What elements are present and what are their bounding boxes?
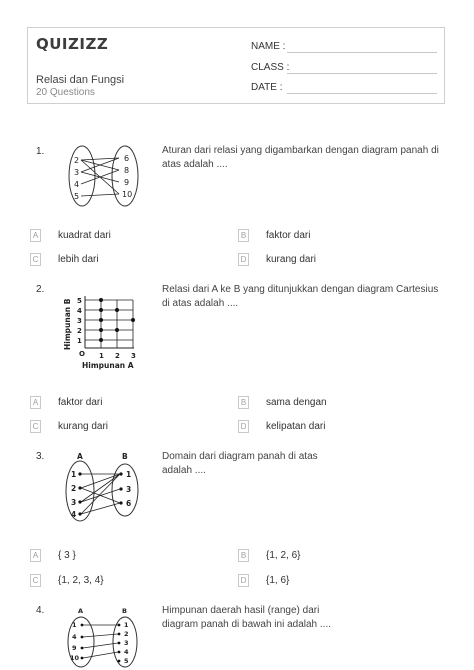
option-text[interactable]: sama dengan bbox=[266, 397, 327, 408]
question-count: 20 Questions bbox=[36, 87, 95, 98]
option-letter[interactable]: C bbox=[30, 574, 41, 587]
y-tick-label: 5 bbox=[77, 297, 82, 305]
option-letter[interactable]: C bbox=[30, 253, 41, 266]
date-field[interactable] bbox=[287, 93, 437, 94]
domain-label: 2 bbox=[74, 156, 80, 165]
option-text[interactable]: { 3 } bbox=[58, 550, 76, 561]
y-tick-label: 1 bbox=[77, 337, 82, 345]
set-b-title: B bbox=[122, 452, 128, 461]
plot-point bbox=[115, 328, 119, 332]
domain-label: 4 bbox=[72, 633, 77, 641]
set-a-title: A bbox=[78, 607, 84, 615]
name-label: NAME : bbox=[251, 41, 286, 52]
x-axis-label: Himpunan A bbox=[82, 361, 134, 370]
option-text[interactable]: faktor dari bbox=[58, 397, 103, 408]
plot-point bbox=[99, 308, 103, 312]
option-text[interactable]: {1, 2, 6} bbox=[266, 550, 301, 561]
domain-label: 4 bbox=[71, 510, 77, 519]
option-letter[interactable]: C bbox=[30, 420, 41, 433]
option-text[interactable]: {1, 2, 3, 4} bbox=[58, 575, 104, 586]
option-letter[interactable]: B bbox=[238, 229, 249, 242]
option-letter[interactable]: B bbox=[238, 396, 249, 409]
option-letter[interactable]: A bbox=[30, 549, 41, 562]
domain-label: 5 bbox=[74, 192, 80, 201]
option-letter[interactable]: D bbox=[238, 253, 249, 266]
plot-point bbox=[99, 298, 103, 302]
date-label: DATE : bbox=[251, 82, 283, 93]
domain-label: 2 bbox=[71, 484, 77, 493]
question-text: Himpunan daerah hasil (range) dari diagram panah di bawah ini adalah .... bbox=[162, 605, 332, 630]
option-letter[interactable]: D bbox=[238, 574, 249, 587]
question-text: Domain dari diagram panah di atas adalah .... bbox=[162, 451, 318, 476]
option-text[interactable]: lebih dari bbox=[58, 254, 99, 265]
domain-label: 1 bbox=[72, 621, 77, 629]
arrow-line bbox=[83, 652, 118, 658]
y-tick-label: 4 bbox=[77, 307, 82, 315]
option-text[interactable]: {1, 6} bbox=[266, 575, 290, 586]
option-text[interactable]: kurang dari bbox=[266, 254, 317, 265]
origin-label: O bbox=[79, 350, 85, 358]
plot-point bbox=[99, 338, 103, 342]
quizizz-logo: QUIZIZZ bbox=[36, 35, 109, 53]
codomain-label: 8 bbox=[124, 166, 130, 175]
codomain-label: 6 bbox=[126, 499, 132, 508]
y-tick-label: 2 bbox=[77, 327, 82, 335]
codomain-label: 6 bbox=[124, 154, 130, 163]
x-tick-label: 3 bbox=[131, 352, 136, 360]
codomain-label: 3 bbox=[126, 485, 132, 494]
domain-label: 1 bbox=[71, 470, 77, 479]
codomain-label: 1 bbox=[124, 621, 129, 629]
arrow-line bbox=[81, 474, 120, 514]
question-text: Relasi dari A ke B yang ditunjukkan dengan diagram Cartesius di atas adalah .... bbox=[162, 284, 439, 309]
option-letter[interactable]: B bbox=[238, 549, 249, 562]
arrow-line bbox=[81, 474, 120, 488]
codomain-label: 2 bbox=[124, 630, 129, 638]
codomain-label: 10 bbox=[122, 190, 133, 199]
question-number: 1. bbox=[36, 146, 45, 157]
option-text[interactable]: kuadrat dari bbox=[58, 230, 111, 241]
codomain-label: 1 bbox=[126, 470, 132, 479]
class-label: CLASS : bbox=[251, 62, 290, 73]
option-letter[interactable]: D bbox=[238, 420, 249, 433]
arrow-diagram-q4 bbox=[62, 604, 152, 668]
set-a-title: A bbox=[77, 452, 83, 461]
plot-point bbox=[115, 308, 119, 312]
option-text[interactable]: kurang dari bbox=[58, 421, 109, 432]
class-field[interactable] bbox=[287, 73, 437, 74]
set-b-title: B bbox=[122, 607, 127, 615]
y-tick-label: 3 bbox=[77, 317, 82, 325]
plot-point bbox=[99, 328, 103, 332]
arrow-line bbox=[81, 170, 119, 184]
plot-point bbox=[131, 318, 135, 322]
codomain-label: 9 bbox=[124, 178, 130, 187]
arrow-line bbox=[81, 194, 119, 196]
y-axis-label: Himpunan B bbox=[63, 298, 72, 350]
domain-label: 3 bbox=[74, 168, 80, 177]
option-letter[interactable]: A bbox=[30, 396, 41, 409]
codomain-label: 3 bbox=[124, 639, 129, 647]
option-letter[interactable]: A bbox=[30, 229, 41, 242]
domain-label: 4 bbox=[74, 180, 80, 189]
arrow-line bbox=[81, 474, 120, 502]
name-field[interactable] bbox=[287, 52, 437, 53]
arrow-diagram-q3 bbox=[60, 450, 152, 525]
plot-point bbox=[99, 318, 103, 322]
arrow-line bbox=[83, 634, 118, 637]
arrow-line bbox=[81, 489, 120, 502]
question-number: 2. bbox=[36, 284, 45, 295]
domain-label: 3 bbox=[71, 498, 77, 507]
question-number: 3. bbox=[36, 451, 45, 462]
option-text[interactable]: faktor dari bbox=[266, 230, 311, 241]
option-text[interactable]: kelipatan dari bbox=[266, 421, 326, 432]
domain-label: 10 bbox=[70, 654, 80, 662]
x-tick-label: 1 bbox=[99, 352, 104, 360]
domain-label: 9 bbox=[72, 644, 77, 652]
question-text: Aturan dari relasi yang digambarkan dengan diagram panah di atas adalah .... bbox=[162, 145, 439, 170]
x-tick-label: 2 bbox=[115, 352, 120, 360]
codomain-label: 5 bbox=[124, 657, 129, 665]
cartesian-diagram-q2 bbox=[60, 290, 150, 372]
codomain-label: 4 bbox=[124, 648, 129, 656]
question-number: 4. bbox=[36, 605, 45, 616]
arrow-diagram-q1 bbox=[62, 143, 152, 208]
worksheet-title: Relasi dan Fungsi bbox=[36, 74, 125, 86]
